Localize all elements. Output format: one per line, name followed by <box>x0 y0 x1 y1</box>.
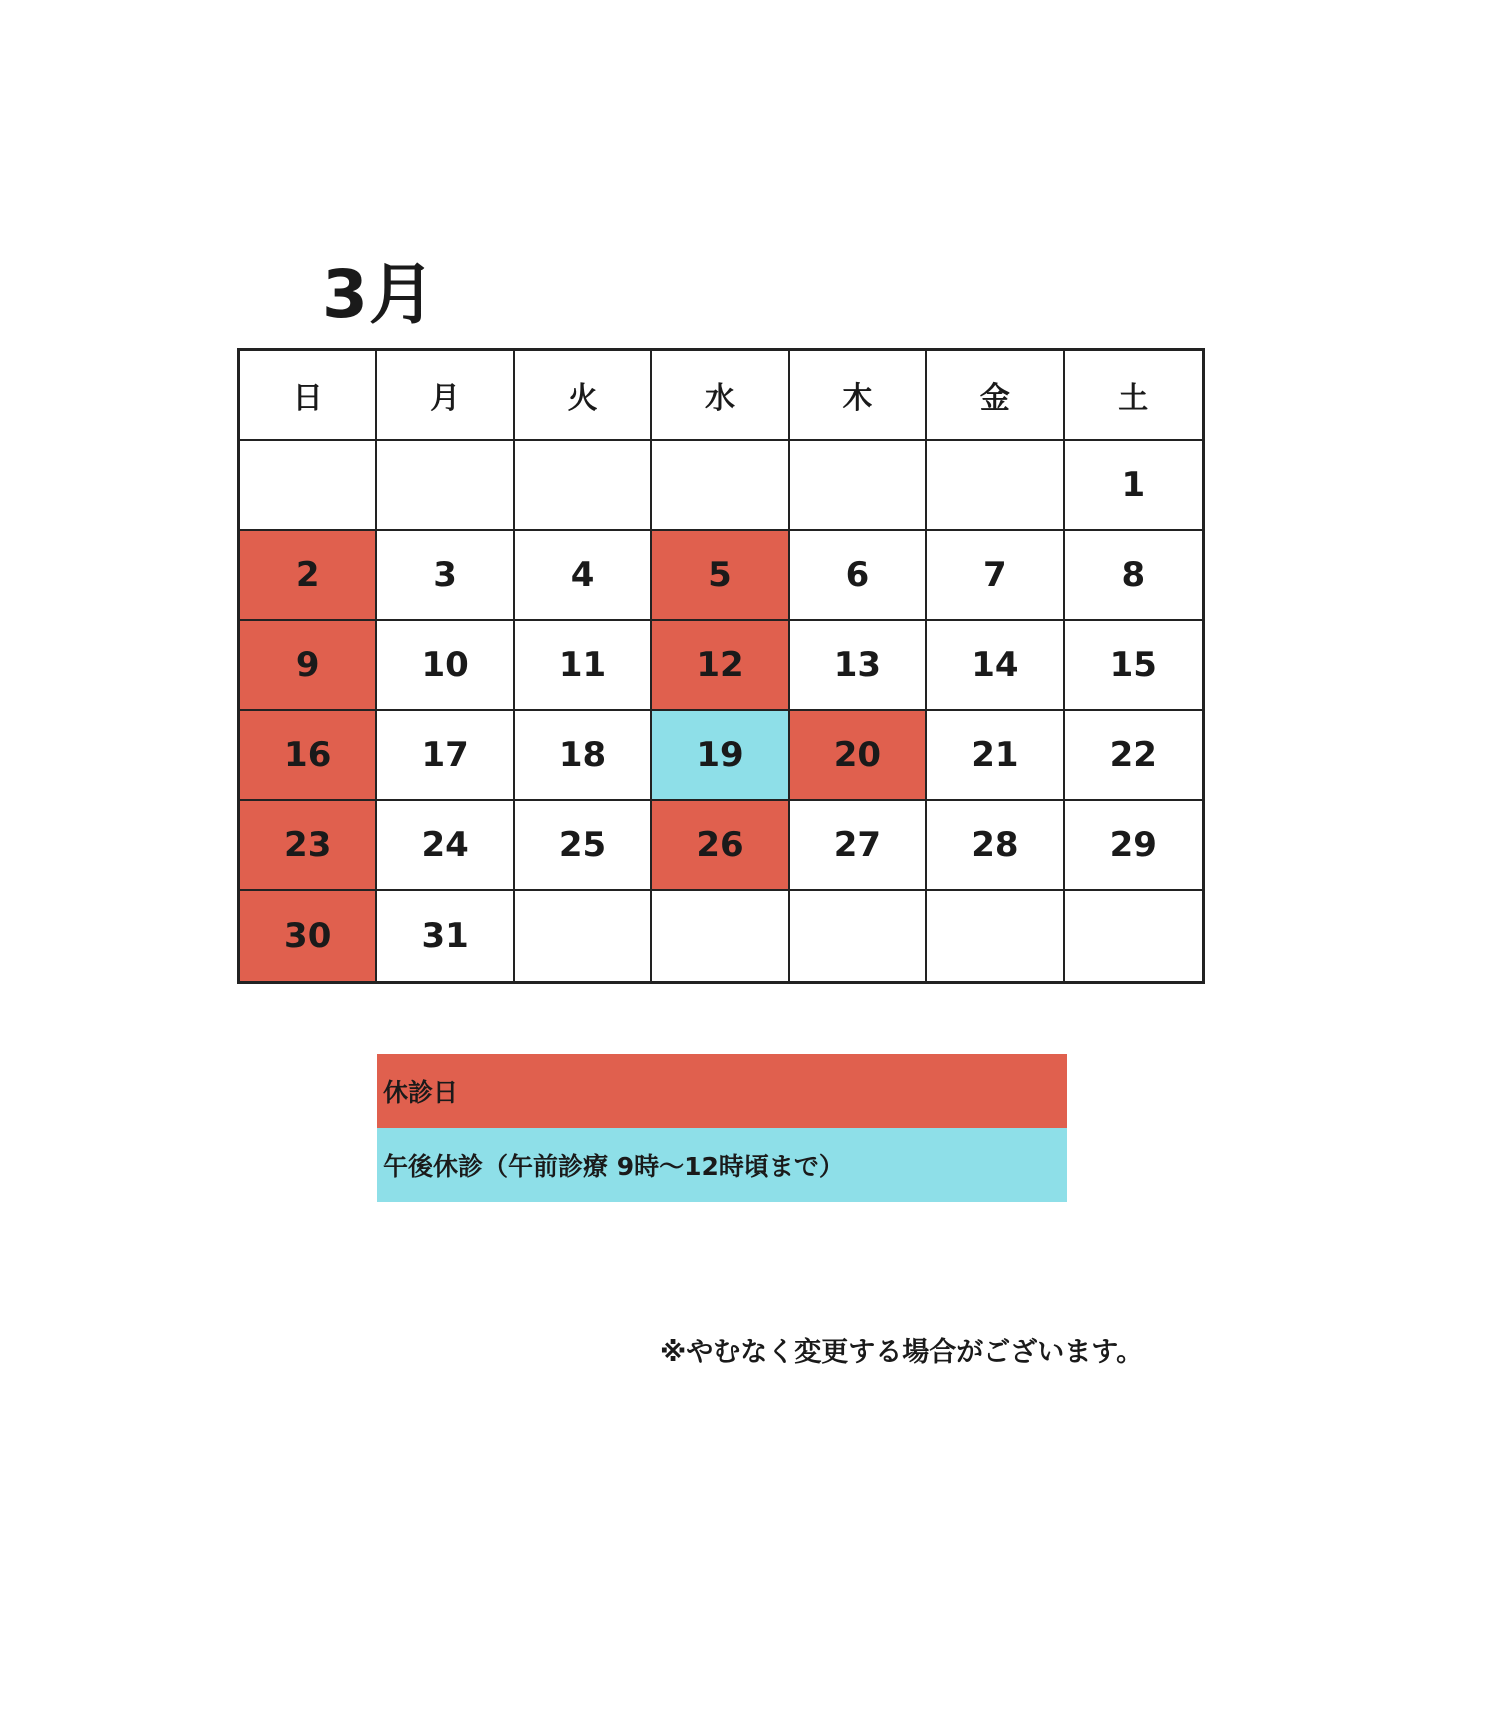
day-cell: 27 <box>790 801 927 891</box>
day-cell: 14 <box>927 621 1064 711</box>
legend-pm-closed <box>377 1128 1067 1202</box>
notice-text: ※やむなく変更する場合がございます。 <box>660 1337 1144 1368</box>
day-cell: 8 <box>1065 531 1202 621</box>
legend-closed <box>377 1054 1067 1128</box>
day-cell: 10 <box>377 621 514 711</box>
empty-day-cell <box>515 891 652 981</box>
day-cell: 17 <box>377 711 514 801</box>
weekday-header: 金 <box>927 351 1064 441</box>
day-cell: 6 <box>790 531 927 621</box>
empty-day-cell <box>790 441 927 531</box>
empty-day-cell <box>652 891 789 981</box>
weekday-header: 月 <box>377 351 514 441</box>
calendar-grid <box>237 348 1205 984</box>
empty-day-cell <box>240 441 377 531</box>
day-cell: 30 <box>240 891 377 981</box>
day-cell: 2 <box>240 531 377 621</box>
empty-day-cell <box>652 441 789 531</box>
empty-day-cell <box>377 441 514 531</box>
day-cell: 7 <box>927 531 1064 621</box>
month-title: 3月 <box>322 256 436 333</box>
legend-pm-closed-label: 午後休診（午前診療 9時～12時頃まで） <box>383 1152 844 1181</box>
weekday-header: 土 <box>1065 351 1202 441</box>
day-cell: 26 <box>652 801 789 891</box>
empty-day-cell <box>927 891 1064 981</box>
empty-day-cell <box>927 441 1064 531</box>
day-cell: 15 <box>1065 621 1202 711</box>
day-cell: 3 <box>377 531 514 621</box>
empty-day-cell <box>515 441 652 531</box>
day-cell: 22 <box>1065 711 1202 801</box>
day-cell: 12 <box>652 621 789 711</box>
day-cell: 24 <box>377 801 514 891</box>
weekday-header: 水 <box>652 351 789 441</box>
day-cell: 18 <box>515 711 652 801</box>
day-cell: 5 <box>652 531 789 621</box>
day-cell: 28 <box>927 801 1064 891</box>
day-cell: 9 <box>240 621 377 711</box>
day-cell: 19 <box>652 711 789 801</box>
day-cell: 16 <box>240 711 377 801</box>
day-cell: 23 <box>240 801 377 891</box>
day-cell: 31 <box>377 891 514 981</box>
weekday-header: 木 <box>790 351 927 441</box>
legend <box>377 1054 1067 1202</box>
empty-day-cell <box>790 891 927 981</box>
weekday-header: 日 <box>240 351 377 441</box>
day-cell: 21 <box>927 711 1064 801</box>
weekday-header: 火 <box>515 351 652 441</box>
day-cell: 29 <box>1065 801 1202 891</box>
day-cell: 1 <box>1065 441 1202 531</box>
day-cell: 20 <box>790 711 927 801</box>
day-cell: 11 <box>515 621 652 711</box>
legend-closed-label: 休診日 <box>383 1078 459 1107</box>
day-cell: 25 <box>515 801 652 891</box>
empty-day-cell <box>1065 891 1202 981</box>
day-cell: 13 <box>790 621 927 711</box>
day-cell: 4 <box>515 531 652 621</box>
